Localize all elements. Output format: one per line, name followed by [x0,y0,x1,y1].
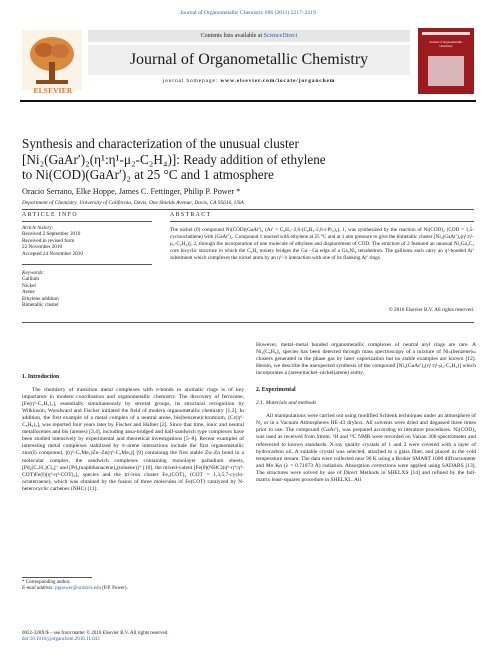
corresponding-author: * Corresponding author. [22,580,71,585]
elsevier-logo-text: ELSEVIER [33,87,73,95]
introduction-heading: 1. Introduction [22,374,60,380]
right-column [256,342,476,484]
contents-availability [88,30,410,42]
title-line-2: [Ni₂(GaAr′)₂(η¹:η¹-μ₂-C₂H₄)]: Ready addition of ethylene [22,151,326,167]
homepage-url[interactable]: www.elsevier.com/locate/jorganchem [220,78,336,84]
introduction-paragraph: The chemistry of transition metal complexes with π-bonds to aromatic rings is of key importance in modern coordination and organometallic chemistry. The discovery of ferrocene, [Fe(η⁵-C₅H₅)₂], essentially simultaneously by several groups, its structural recognition by Wilkinson, Woodward and Fischer initiated the field of modern organometallic chemistry [1,2]. In addition, the first example of a metal complex of a neutral arene, bis(benzene)chromium, [Cr(η⁶-C₆H₆)₂], was reported four years later by Fischer and Hafner [2]. Since that time, ionic and neutral metallocenes and bis (arenes) [3,4], including ansa-bridged and half-sandwich type complexes have been studied intensively by experimental and theoretical investigations [5–8]. Recent examples of interesting metal complexes stabilized by π–arene interactions include the first organometallic zinc(I) compound, [(η⁵-C₅Me₅)Zn–Zn(η⁵-C₅Me₅)] [9] containing the first stable Zn–Zn bond in a molecular complex, the sandwich complexes containing monolayer palladium sheets, [Pd₄(C₇H₇)Cl₃]⁻ and [Pd₅(naphthanacene)₂(toluene)]⁺ [10], the mixed-valent [Fe(0)(NHC)(η⁶-η⁴:η⁴-COT)Fe(I)(η⁶-η³-COT)₂]₂ species and the tri-iron cluster Fe₃(COT)₃ (COT = 1,3,5,7-cyclo-octatetraene), which was obtained by the fusion of three molecules of Fe(COT) catalyzed by N-heterocyclic carbenes (NHC) [11]. [22,387,244,492]
footnote [22,580,244,593]
abstract-bottom-rule [22,322,474,323]
right-paragraph: However, metal–metal bonded organometallic complexes of neutral aryl rings are rare. A Ni₂(C₆H₆)₂ species has been detected through mass spectroscopy of a mixture of Niₙ(benzene)ₘ clusters generated in the phase gas by laser vaporization but no stable examples are known [12]. Herein, we describe the unexpected synthesis of the compound [Ni₂(GaAr′)₂(η¹:η¹-μ₂-C₂H₄)] which incorporates a (arene)nickel–nickel(arene) entity. [256,342,476,377]
abstract-rule [170,221,474,222]
journal-citation: Journal of Organometallic Chemistry 696 (2011) 2217–2219 [180,10,316,16]
article-info-heading: ARTICLE INFO [22,212,78,218]
abstract-copyright: © 2010 Elsevier B.V. All rights reserved. [388,307,474,313]
materials-subheading: 2.1. Materials and methods [256,400,317,407]
history-label: Article history: [22,225,54,231]
history-item: 22 November 2010 [22,244,63,251]
info-rule [22,221,152,222]
title-line-1: Synthesis and characterization of the unusual cluster [22,136,299,151]
keyword-item: Gallium [22,276,40,283]
history-item: Received 2 September 2010 [22,231,81,238]
history-item: Accepted 24 November 2010 [22,250,83,257]
experimental-heading: 2. Experimental [256,387,296,394]
elsevier-tree-icon [22,30,82,90]
affiliation: Department of Chemistry, University of California, Davis, One Shields Avenue, Davis, CA 95616, USA [22,200,244,206]
abstract-text: The nickel (0) compound Ni(COD)(GaAr′)₂ (Ar′ = C₆H₃−2,6-(C₆H₃-2,6-i-Pr₂)₂), 1, was synthesized by the reaction of Ni(COD)₂ (COD = 1,5-cyclooctadiene) with (GaAr′)₂. Compound 1 reacted with ethylene at 25 °C and at 1 atm pressure to give the bimetallic cluster [Ni₂(GaAr′)₂(η¹:η¹-μ₂-C₂H₄)], 2, through the incorporation of one molecule of ethylene and displacement of COD. The structure of 2 featured an unusual Ni₂Ga₂C₂ core bicyclic structure in which the C₂H₄ moiety bridges the Ga⋯Ga edge of a Ga₂Ni₂ tetrahedron. The galliums each carry an η¹-bonded Ar′ substituent which complexes the nickel atom by an η⁶−π interaction with one of its flanking Ar′ rings. [170,227,474,262]
history-item: Received in revised form [22,237,75,244]
email-suffix: (P.P. Power). [101,586,128,592]
keywords-label: Keywords: [22,270,45,276]
doi-link[interactable]: doi:10.1016/j.jorganchem.2010.11.043 [22,637,100,643]
issn-line: 0022-328X/$ – see front matter © 2010 Elsevier B.V. All rights reserved. [22,631,169,636]
keyword-item: Arene [22,289,35,296]
keyword-item: Nickel [22,282,36,289]
article-history [22,225,152,257]
header-rule [20,100,476,102]
email-label: E-mail address: [22,586,56,592]
article-title [22,136,474,183]
keywords-rule [22,264,152,265]
journal-cover-image [418,28,474,94]
sciencedirect-link[interactable]: ScienceDirect [263,33,298,39]
keyword-item: Bimetallic cluster [22,302,59,309]
page-bottom [22,631,322,644]
keywords [22,270,152,308]
journal-name: Journal of Organometallic Chemistry [88,45,410,75]
abstract-heading: ABSTRACT [170,212,212,218]
info-top-rule [22,209,474,210]
cover-title: Journal of Organometallic Chemistry [429,40,463,48]
homepage-prefix: journal homepage: [162,78,221,84]
footnote-rule [22,577,92,578]
journal-homepage [88,78,410,84]
left-column [22,368,244,493]
title-line-3: to Ni(COD)(GaAr′)₂ at 25 °C and 1 atmosphere [22,167,274,182]
email-link[interactable]: pppower@ucdavis.edu [55,586,101,592]
experimental-paragraph: All manipulations were carried out using modified Schlenk techniques under an atmosphere of N₂ or in a Vacuum Atmospheres HE-43 drybox. All solvents were dried and degassed three times prior to use. The compound (GaAr′)₂ was prepared according to literature procedures. Ni(COD)₂ was used as received from Strem. ¹H and ¹³C NMR were recorded on Varian 300 spectrometer and referenced to known standards. X-ray quality crystals of 1 and 2 were covered with a layer of hydrocarbon oil. A suitable crystal was selected, attached to a glass fiber, and placed in the cold temperature stream. The data were collected near 90 K using a Bruker SMART 1000 diffractometer and Mo Kα (λ = 0.71073 Å) radiation. Absorption corrections were applied using SADABS [13]. The structures were solved by use of Direct Methods in SHELXS [14] and refined by the full-matrix least-squares procedure in SHELXL. All [256,413,476,483]
author-list: Oracio Serrano, Elke Hoppe, James C. Fettinger, Philip P. Power * [22,187,241,196]
keyword-item: Ethylene addition [22,295,59,302]
contents-prefix: Contents lists available at [200,33,264,39]
